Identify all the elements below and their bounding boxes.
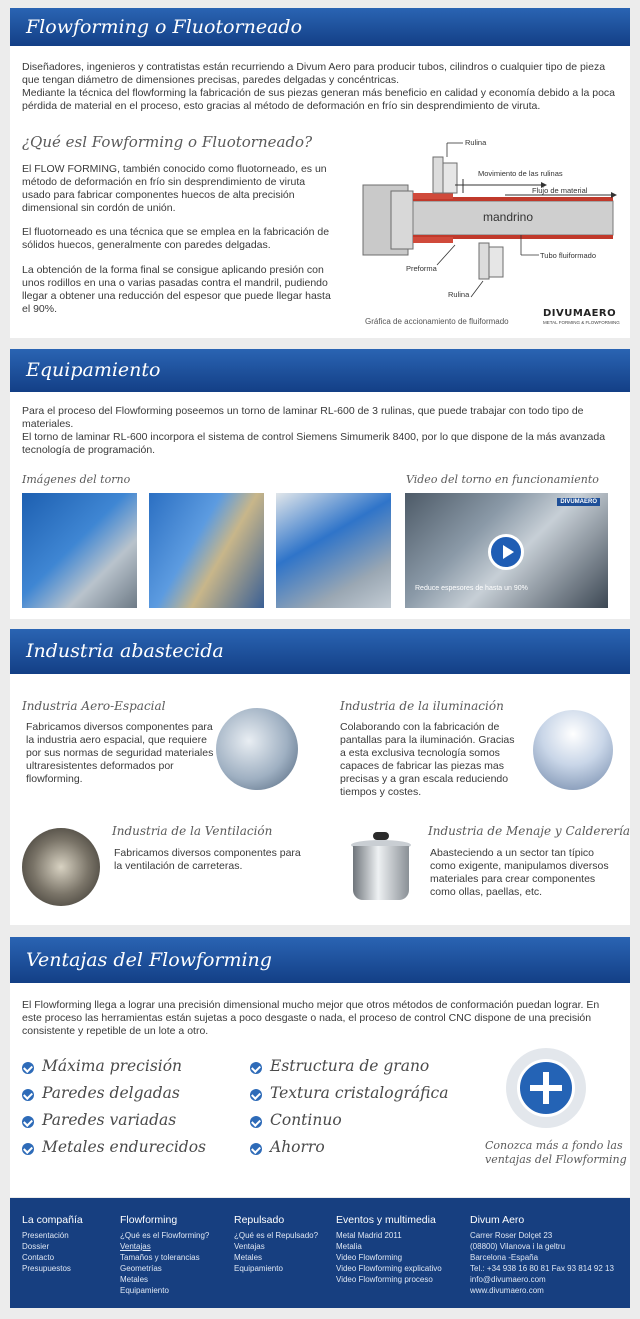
footer-col-title: Repulsado (234, 1214, 285, 1226)
footer-link[interactable]: ¿Qué es el Flowforming? (120, 1231, 210, 1240)
intro-text-2: Mediante la técnica del flowforming la fabricación de sus piezas generan más beneficio en calidad y economía debido a la poca pérdida de material en el proceso, esto gracias al método de deformación en frío sin desprendimiento de viruta. (22, 87, 616, 112)
footer-link[interactable]: Video Flowforming explicativo (336, 1264, 442, 1273)
footer-col-title: Divum Aero (470, 1214, 525, 1226)
divum-logo-sub: METAL FORMING & FLOWFORMING (543, 320, 620, 325)
footer-link[interactable]: Equipamiento (234, 1264, 283, 1273)
diagram-label-rulina-bottom: Rulina (448, 290, 470, 299)
footer-link[interactable]: Presupuestos (22, 1264, 71, 1273)
lathe-photo-1[interactable] (22, 493, 137, 608)
menaje-title: Industria de Menaje y Calderería (428, 824, 631, 838)
check-icon (22, 1143, 34, 1155)
section-title-industria: Industria abastecida (10, 629, 630, 674)
video-label: Video del torno en funcionamiento (406, 473, 599, 486)
ilum-title: Industria de la iluminación (340, 699, 504, 713)
vent-image (22, 828, 100, 906)
section-title-flowforming: Flowforming o Fluotorneado (10, 8, 630, 46)
footer-link[interactable]: Presentación (22, 1231, 69, 1240)
vent-text: Fabricamos diversos componentes para la ventilación de carreteras. (114, 847, 301, 872)
footer-link[interactable]: Dossier (22, 1242, 50, 1251)
footer-col-title: La compañía (22, 1214, 83, 1226)
equipment-text-1: Para el proceso del Flowforming poseemos un torno de laminar RL-600 de 3 rulinas, que puede trabajar con todo tipo de materiales. (22, 405, 584, 430)
check-icon (250, 1089, 262, 1101)
diagram-label-movimiento: Movimiento de las rulinas (478, 169, 563, 178)
flowforming-diagram (355, 135, 623, 335)
definition-paragraph: El FLOW FORMING, también conocido como fluotorneado, es un método de deformación en frío sin desprendimiento de viruta usado para fabricar componentes huecos de alta precisión dimensional sin cordón de unión. (22, 163, 327, 214)
diagram-label-tubo: Tubo fluiformado (540, 251, 597, 260)
advantage-item: Ahorro (270, 1138, 325, 1156)
ilum-image (533, 710, 613, 790)
footer-link[interactable]: Tamaños y tolerancias (120, 1253, 200, 1262)
plus-icon (517, 1059, 575, 1117)
result-paragraph: La obtención de la forma final se consigue aplicando presión con unos rodillos en una o varias pasadas contra el mandril, pudiendo llegar a obtener una reducción del espesor que puede llegar hasta el 90%. (22, 264, 331, 315)
lathe-photo-2[interactable] (149, 493, 264, 608)
footer-phone: Tel.: +34 938 16 80 81 Fax 93 814 92 13 (470, 1264, 614, 1273)
more-link-line1[interactable]: Conozca más a fondo las (485, 1139, 623, 1152)
advantage-item: Continuo (270, 1111, 342, 1129)
check-icon (22, 1116, 34, 1128)
footer-link[interactable]: Metales (120, 1275, 149, 1284)
check-icon (22, 1089, 34, 1101)
footer-link[interactable]: Ventajas (120, 1242, 151, 1251)
footer-link[interactable]: Contacto (22, 1253, 55, 1262)
footer-link[interactable]: Video Flowforming proceso (336, 1275, 433, 1284)
lathe-photo-3[interactable] (276, 493, 391, 608)
ventajas-text: El Flowforming llega a lograr una precisión dimensional mucho mejor que otros métodos de conformación puedan lograr. En este proceso las herramientas están sujetas a poco desgaste o nada, el proceso de control CNC dispone de una precisión consistente y repetible de un lote a otro. (22, 999, 600, 1037)
check-icon (250, 1116, 262, 1128)
aero-text: Fabricamos diversos componentes para la industria aero espacial, que requiere por sus normas de seguridad materiales ultraresistentes deformados por flowforming. (26, 721, 214, 785)
footer-address: (08800) Vilanova i la geltru (470, 1242, 566, 1251)
video-logo: DIVUMAERO (557, 498, 600, 506)
check-icon (22, 1062, 34, 1074)
diagram-label-flujo: Flujo de material (532, 186, 588, 195)
lathe-video[interactable] (405, 493, 608, 608)
vent-title: Industria de la Ventilación (112, 824, 273, 838)
advantage-item: Metales endurecidos (42, 1138, 207, 1156)
footer-link[interactable]: Metales (234, 1253, 263, 1262)
video-caption: Reduce espesores de hasta un 90% (415, 585, 528, 592)
diagram-caption: Gráfica de accionamiento de fluiformado (365, 317, 509, 326)
footer-email-link[interactable]: info@divumaero.com (470, 1275, 546, 1284)
footer-link[interactable]: Metal Madrid 2011 (336, 1231, 402, 1240)
divum-logo: DIVUMAERO (543, 308, 617, 319)
aero-title: Industria Aero-Espacial (22, 699, 166, 713)
footer-link[interactable]: Metalia (336, 1242, 362, 1251)
images-label: Imágenes del torno (22, 473, 131, 486)
footer-address: Carrer Roser Dolçet 23 (470, 1231, 553, 1240)
footer-col-title: Eventos y multimedia (336, 1214, 436, 1226)
section-title-ventajas: Ventajas del Flowforming (10, 937, 630, 983)
diagram-label-rulina-top: Rulina (465, 138, 487, 147)
footer-link[interactable]: Ventajas (234, 1242, 265, 1251)
check-icon (250, 1143, 262, 1155)
equipment-text-2: El torno de laminar RL-600 incorpora el sistema de control Siemens Simumerik 8400, por lo que dispone de la más avanzada tecnología de programación. (22, 431, 606, 456)
intro-text-1: Diseñadores, ingenieros y contratistas están recurriendo a Divum Aero para producir tubos, cilindros o cualquier tipo de pieza que tengan diámetro de dimensiones precisas, paredes delgadas y concéntricas. (22, 61, 606, 86)
diagram-label-mandrino: mandrino (483, 210, 534, 224)
footer-link[interactable]: Video Flowforming (336, 1253, 403, 1262)
advantage-item: Paredes delgadas (42, 1084, 180, 1102)
footer-address: Barcelona -España (470, 1253, 539, 1262)
footer-web-link[interactable]: www.divumaero.com (470, 1286, 544, 1295)
diagram-label-preforma: Preforma (406, 264, 437, 273)
advantage-item: Estructura de grano (270, 1057, 430, 1075)
footer-link[interactable]: Geometrías (120, 1264, 162, 1273)
advantage-item: Máxima precisión (42, 1057, 183, 1075)
section-title-equipamiento: Equipamiento (10, 349, 630, 392)
advantage-item: Paredes variadas (42, 1111, 177, 1129)
play-icon[interactable] (488, 534, 524, 570)
pot-image (343, 828, 419, 906)
more-plus-button[interactable] (506, 1048, 586, 1128)
question-heading: ¿Qué esl Fowforming o Fluotorneado? (22, 133, 313, 151)
aero-image (216, 708, 298, 790)
technique-paragraph: El fluotorneado es una técnica que se emplea en la fabricación de sólidos huecos, generalmente con paredes delgadas. (22, 226, 330, 251)
more-link-line2[interactable]: ventajas del Flowforming (485, 1153, 627, 1166)
check-icon (250, 1062, 262, 1074)
advantage-item: Textura cristalográfica (270, 1084, 449, 1102)
footer-link[interactable]: Equipamiento (120, 1286, 169, 1295)
footer-link[interactable]: ¿Qué es el Repulsado? (234, 1231, 319, 1240)
menaje-text: Abasteciendo a un sector tan típico como exigente, manipulamos diversos materiales para crear componentes como ollas, paellas, etc. (430, 847, 609, 898)
ilum-text: Colaborando con la fabricación de pantallas para la iluminación. Gracias a esta exclusiva tecnología somos capaces de fabricar las piezas mas precisas y a gran escala reduciendo tiempos y costes. (340, 721, 515, 798)
footer-col-title: Flowforming (120, 1214, 178, 1226)
